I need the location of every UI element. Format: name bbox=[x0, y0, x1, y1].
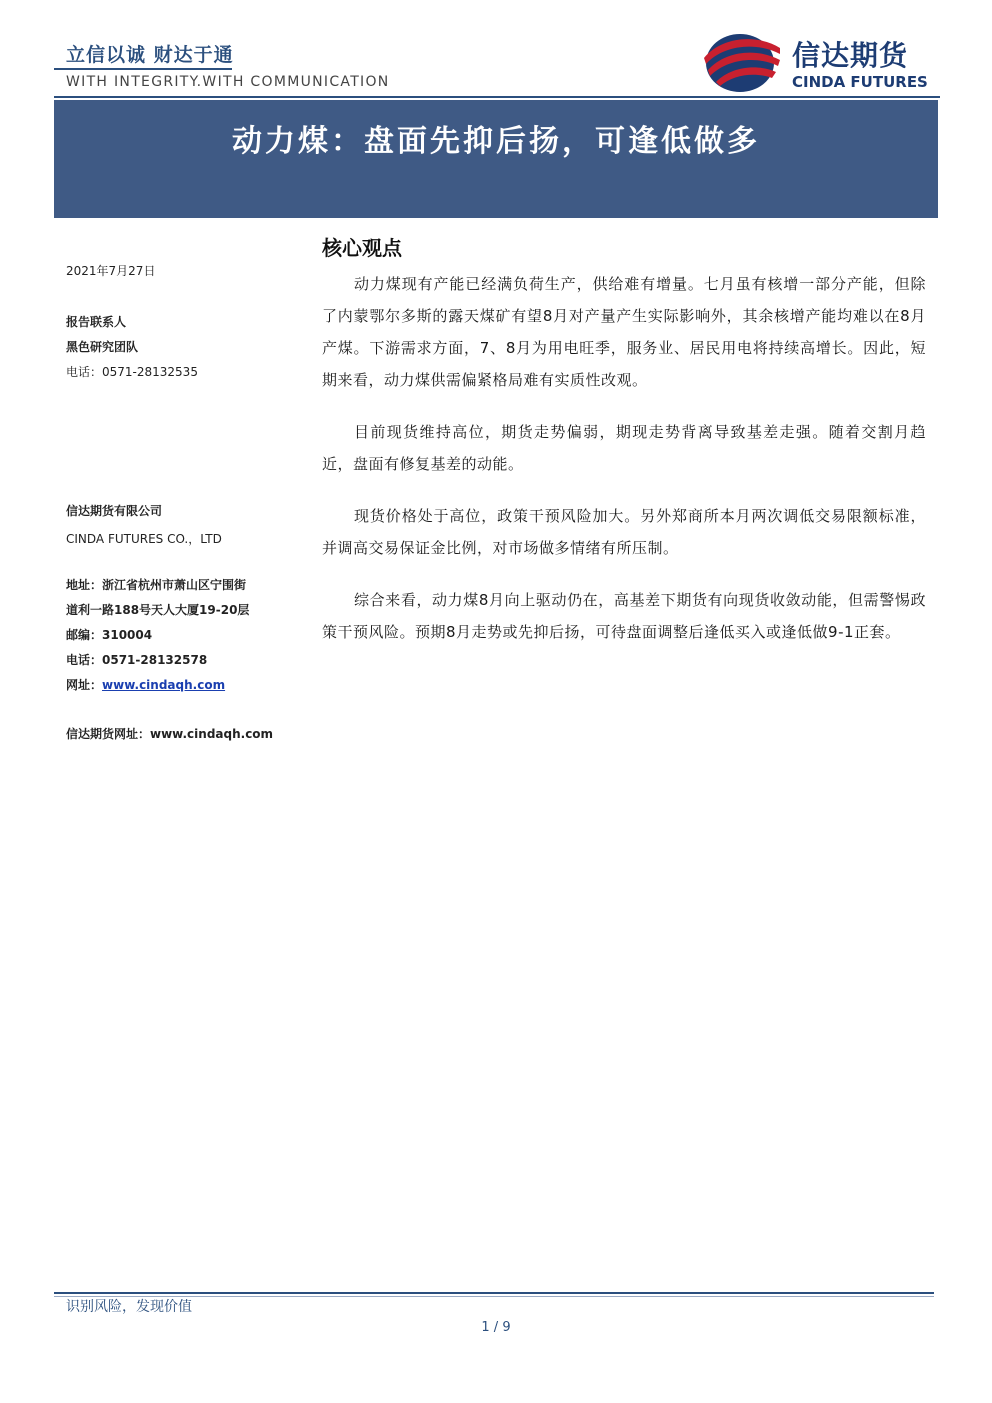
sidebar-address bbox=[66, 573, 316, 698]
address-line-1: 地址：浙江省杭州市萧山区宁围街 bbox=[66, 578, 247, 592]
sidebar-date bbox=[66, 262, 316, 279]
page-number: 1 / 9 bbox=[481, 1320, 511, 1335]
section-title: 核心观点 bbox=[322, 236, 402, 260]
address-line-2: 道利一路188号天人大厦19-20层 bbox=[66, 603, 250, 617]
company-tel: 电话：0571-28132578 bbox=[66, 653, 208, 667]
contact-phone: 电话：0571-28132535 bbox=[66, 365, 198, 379]
title-band bbox=[54, 100, 938, 218]
report-date: 2021年7月27日 bbox=[66, 264, 156, 278]
sidebar-site bbox=[66, 725, 316, 742]
footer-divider bbox=[54, 1292, 934, 1294]
header-slogan-cn: 立信以诚 财达于通 bbox=[66, 44, 234, 66]
paragraph: 现货价格处于高位，政策干预风险加大。另外郑商所本月两次调低交易限额标准，并调高交易保证金比例，对市场做多情绪有所压制。 bbox=[322, 507, 926, 557]
report-title: 动力煤：盘面先抑后扬，可逢低做多 bbox=[232, 124, 760, 159]
website-link[interactable]: www.cindaqh.com bbox=[102, 678, 226, 692]
header-divider bbox=[54, 96, 940, 98]
paragraph: 动力煤现有产能已经满负荷生产，供给难有增量。七月虽有核增一部分产能，但除了内蒙鄂尔多斯的露天煤矿有望8月对产量产生实际影响外，其余核增产能均难以在8月产煤。下游需求方面，7、8月为用电旺季，服务业、居民用电将持续高增长。因此，短期来看，动力煤供需偏紧格局难有实质性改观。 bbox=[322, 275, 926, 389]
logo-globe-icon bbox=[700, 30, 782, 94]
contact-label: 报告联系人 bbox=[66, 315, 127, 329]
website-row bbox=[66, 673, 316, 698]
website-label: 网址： bbox=[66, 678, 103, 692]
postcode: 邮编：310004 bbox=[66, 628, 153, 642]
company-name-cn: 信达期货有限公司 bbox=[66, 504, 163, 518]
company-logo bbox=[700, 30, 940, 94]
company-name-en: CINDA FUTURES CO.，LTD bbox=[66, 532, 222, 546]
footer-slogan: 识别风险，发现价值 bbox=[66, 1299, 192, 1315]
sidebar-contact bbox=[66, 310, 316, 385]
paragraph: 综合来看，动力煤8月向上驱动仍在，高基差下期货有向现货收敛动能，但需警惕政策干预风险。预期8月走势或先抑后扬，可待盘面调整后逢低买入或逢低做9-1正套。 bbox=[322, 591, 926, 641]
header-slogan-en: WITH INTEGRITY.WITH COMMUNICATION bbox=[66, 74, 390, 90]
logo-text-cn: 信达期货 bbox=[792, 39, 909, 72]
slogan-underline bbox=[54, 68, 232, 70]
sidebar-company bbox=[66, 497, 316, 553]
contact-team: 黑色研究团队 bbox=[66, 340, 139, 354]
paragraph: 目前现货维持高位，期货走势偏弱，期现走势背离导致基差走强。随着交割月趋近，盘面有修复基差的动能。 bbox=[322, 423, 926, 473]
report-body bbox=[322, 268, 926, 668]
site-text: 信达期货网址：www.cindaqh.com bbox=[66, 727, 274, 741]
logo-text-en: CINDA FUTURES bbox=[792, 73, 928, 91]
